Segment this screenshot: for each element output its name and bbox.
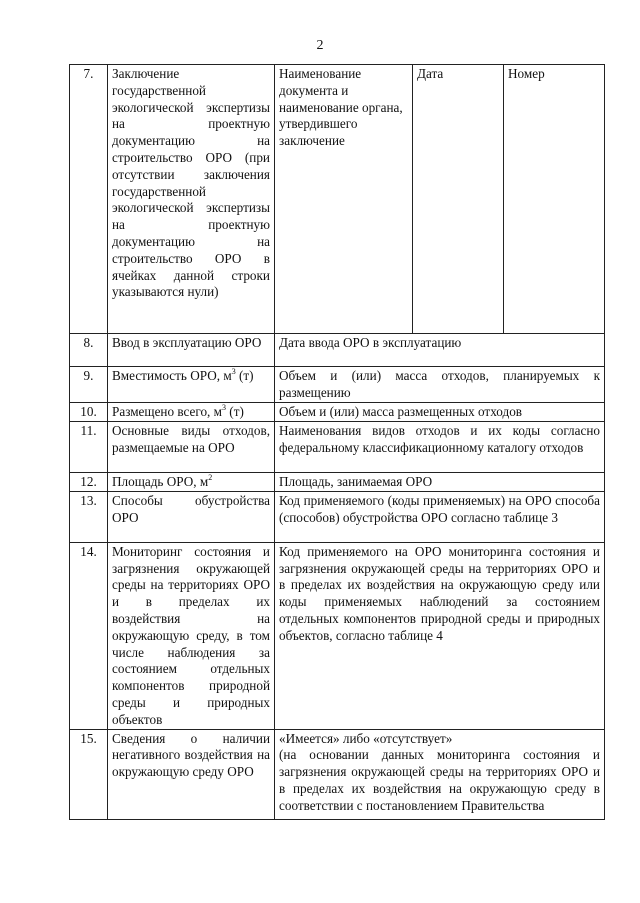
row-number: 9.	[70, 367, 108, 403]
row-content: Код применяемого (коды применяемых) на ОРО способа (способов) обустройства ОРО согласно таблице 3	[275, 491, 605, 542]
row-name: Заключение государственной экологической экспертизы на проектную документацию на строительство ОРО (при отсутствии заключения государственной экологической экспертизы на проектную документацию на строительство ОРО в ячейках данной строки указываются нули)	[108, 65, 275, 334]
row-number: 7.	[70, 65, 108, 334]
row-name: Способы обустройства ОРО	[108, 491, 275, 542]
row-name: Ввод в эксплуатацию ОРО	[108, 334, 275, 367]
row-content: (на основании данных мониторинга состояния и загрязнения окружающей среды на территориях ОРО и в пределах их воздействия на окружающую среду в соответствии с постановлением Правительства	[279, 747, 600, 813]
row-content: Дата ввода ОРО в эксплуатацию	[275, 334, 605, 367]
row-number: 13.	[70, 491, 108, 542]
registry-table	[69, 64, 605, 820]
row-name: Сведения о наличии негативного воздействия на окружающую среду ОРО	[108, 729, 275, 819]
unit-exponent: 3	[222, 403, 226, 412]
row-date: Дата	[413, 65, 504, 334]
row-name: Основные виды отходов, размещаемые на ОРО	[108, 422, 275, 473]
row-number: 10.	[70, 403, 108, 422]
table-row	[70, 473, 605, 492]
table-row	[70, 542, 605, 729]
row-name: Площадь ОРО, м	[112, 474, 209, 489]
row-content: Наименование документа и наименование органа, утвердившего заключение	[275, 65, 413, 334]
row-number: 11.	[70, 422, 108, 473]
row-name-cell	[108, 473, 275, 492]
table-row	[70, 367, 605, 403]
table-row	[70, 422, 605, 473]
row-name-unit: (т)	[235, 368, 254, 383]
row-number-field: Номер	[504, 65, 605, 334]
row-name: Мониторинг состояния и загрязнения окружающей среды на территориях ОРО и в пределах их воздействия на окружающую среду, в том числе наблюдения за состоянием отдельных компонентов природной среды и природных объектов	[108, 542, 275, 729]
row-content: Объем и (или) масса размещенных отходов	[275, 403, 605, 422]
page-number: 2	[316, 38, 324, 53]
row-content-status: «Имеется» либо «отсутствует»	[279, 730, 453, 746]
row-name: Вместимость ОРО, м	[112, 368, 232, 383]
row-name: Размещено всего, м	[112, 404, 222, 419]
row-content: Наименования видов отходов и их коды согласно федеральному классификационному каталогу отходов	[275, 422, 605, 473]
table-row	[70, 403, 605, 422]
table-row	[70, 729, 605, 819]
table-row	[70, 334, 605, 367]
row-number: 15.	[70, 729, 108, 819]
row-content: Площадь, занимаемая ОРО	[275, 473, 605, 492]
unit-exponent: 3	[231, 367, 236, 376]
table-row	[70, 491, 605, 542]
row-content: Код применяемого на ОРО мониторинга состояния и загрязнения окружающей среды на территориях ОРО и в пределах их воздействия на окружающую среду или коды применяемых наблюдений за состоянием отдельных компонентов природной среды и природных объектов, согласно таблице 4	[275, 542, 605, 729]
row-name-cell	[108, 367, 275, 403]
row-number: 8.	[70, 334, 108, 367]
row-number: 14.	[70, 542, 108, 729]
row-name-cell	[108, 403, 275, 422]
row-number: 12.	[70, 473, 108, 492]
row-content: Объем и (или) масса отходов, планируемых к размещению	[275, 367, 605, 403]
table-row	[70, 65, 605, 334]
row-name-unit: (т)	[226, 404, 244, 419]
row-content-cell	[275, 729, 605, 819]
unit-exponent: 2	[208, 473, 213, 482]
